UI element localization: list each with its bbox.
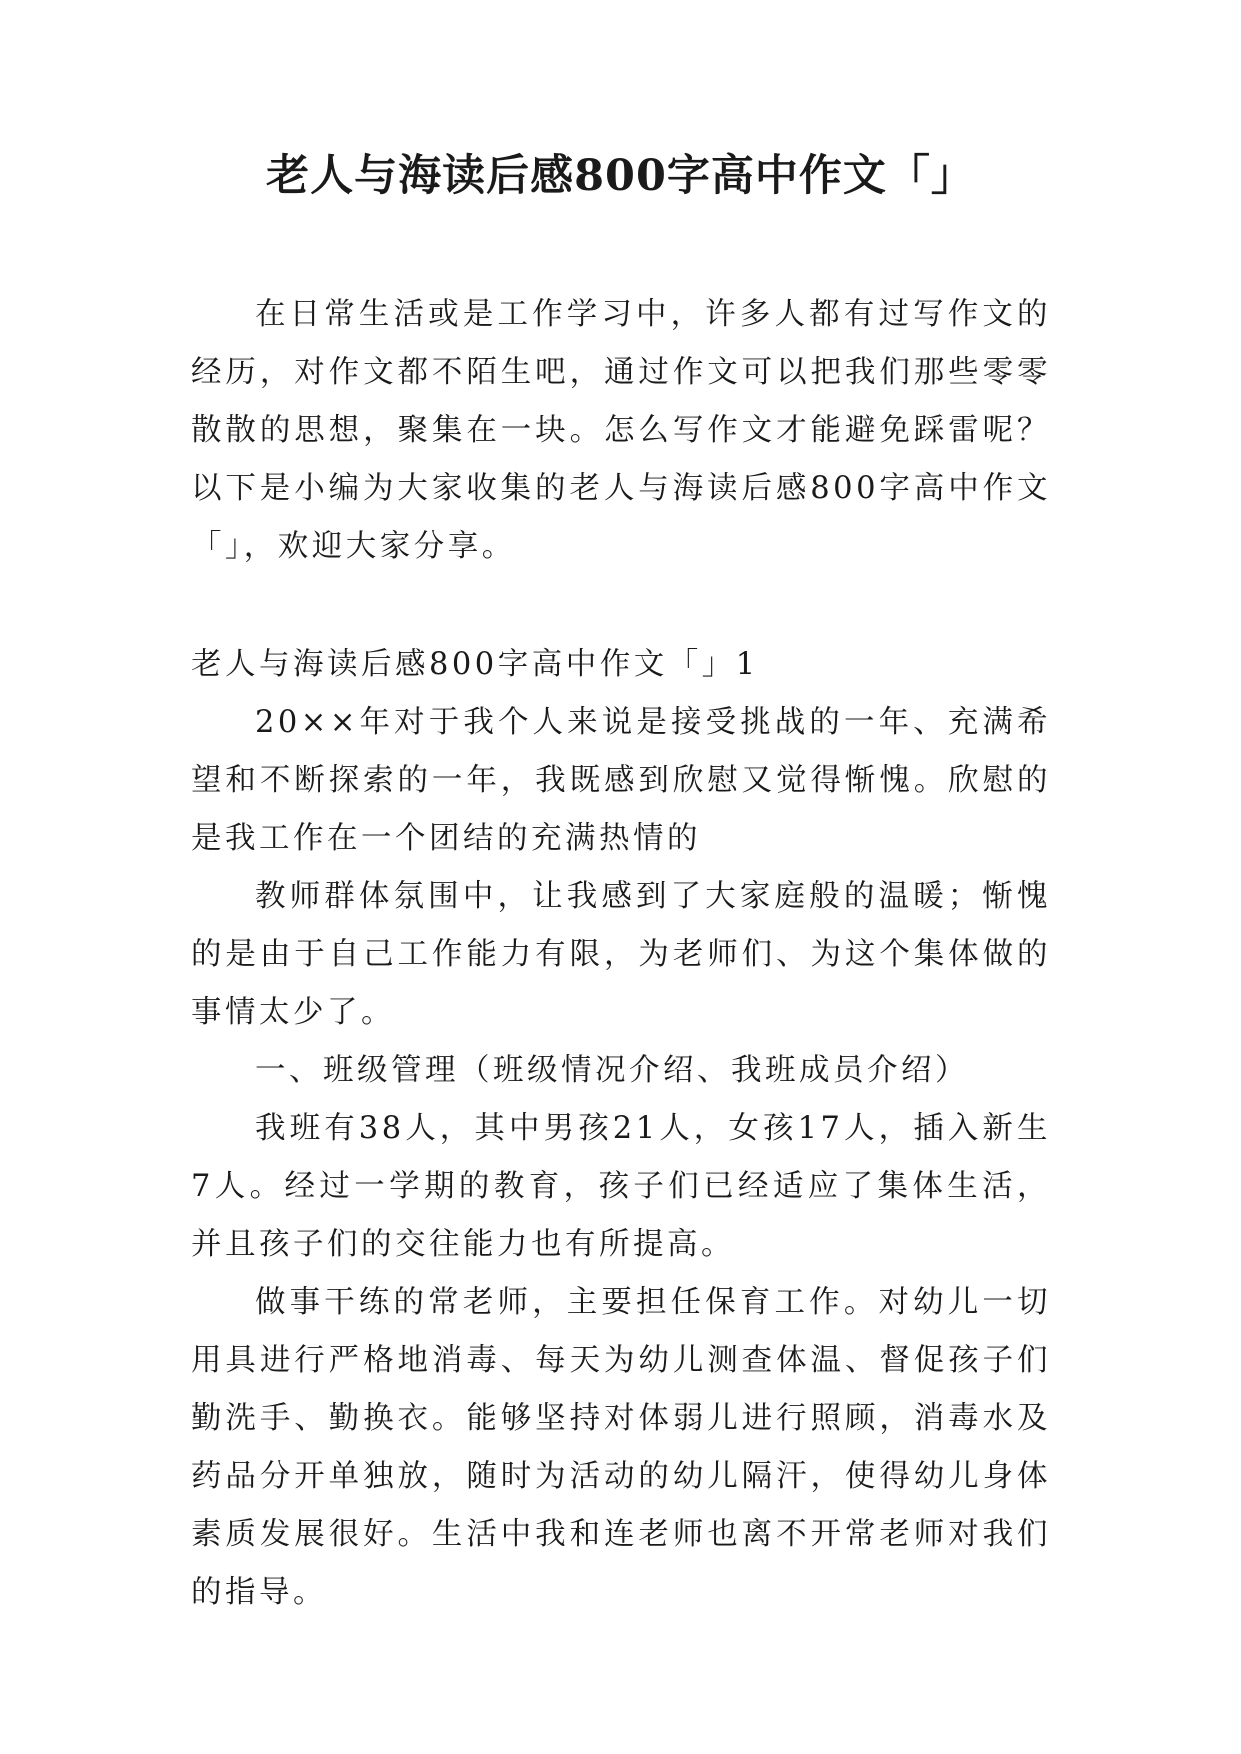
- body-paragraph-4: 做事干练的常老师，主要担任保育工作。对幼儿一切用具进行严格地消毒、每天为幼儿测查体温、督促孩子们勤洗手、勤换衣。能够坚持对体弱儿进行照顾，消毒水及药品分开单独放，随时为活动的幼儿隔汗，使得幼儿身体素质发展很好。生活中我和连老师也离不开常老师对我们的指导。: [191, 1285, 1051, 1610]
- document-title: 老人与海读后感800字高中作文「」: [266, 151, 975, 201]
- body-paragraph-1: 20××年对于我个人来说是接受挑战的一年、充满希望和不断探索的一年，我既感到欣慰又觉得惭愧。欣慰的是我工作在一个团结的充满热情的: [191, 705, 1051, 856]
- body-paragraph-3: 我班有38人，其中男孩21人，女孩17人，插入新生7人。经过一学期的教育，孩子们已经适应了集体生活，并且孩子们的交往能力也有所提高。: [191, 1111, 1051, 1262]
- body-paragraph-2: 教师群体氛围中，让我感到了大家庭般的温暖；惭愧的是由于自己工作能力有限，为老师们、为这个集体做的事情太少了。: [191, 879, 1051, 1030]
- intro-paragraph: 在日常生活或是工作学习中，许多人都有过写作文的经历，对作文都不陌生吧，通过作文可以把我们那些零零散散的思想，聚集在一块。怎么写作文才能避免踩雷呢？以下是小编为大家收集的老人与海读后感800字高中作文「」，欢迎大家分享。: [191, 297, 1051, 564]
- subsection-heading: 一、班级管理（班级情况介绍、我班成员介绍）: [255, 1053, 969, 1088]
- section-heading: 老人与海读后感800字高中作文「」1: [191, 647, 759, 682]
